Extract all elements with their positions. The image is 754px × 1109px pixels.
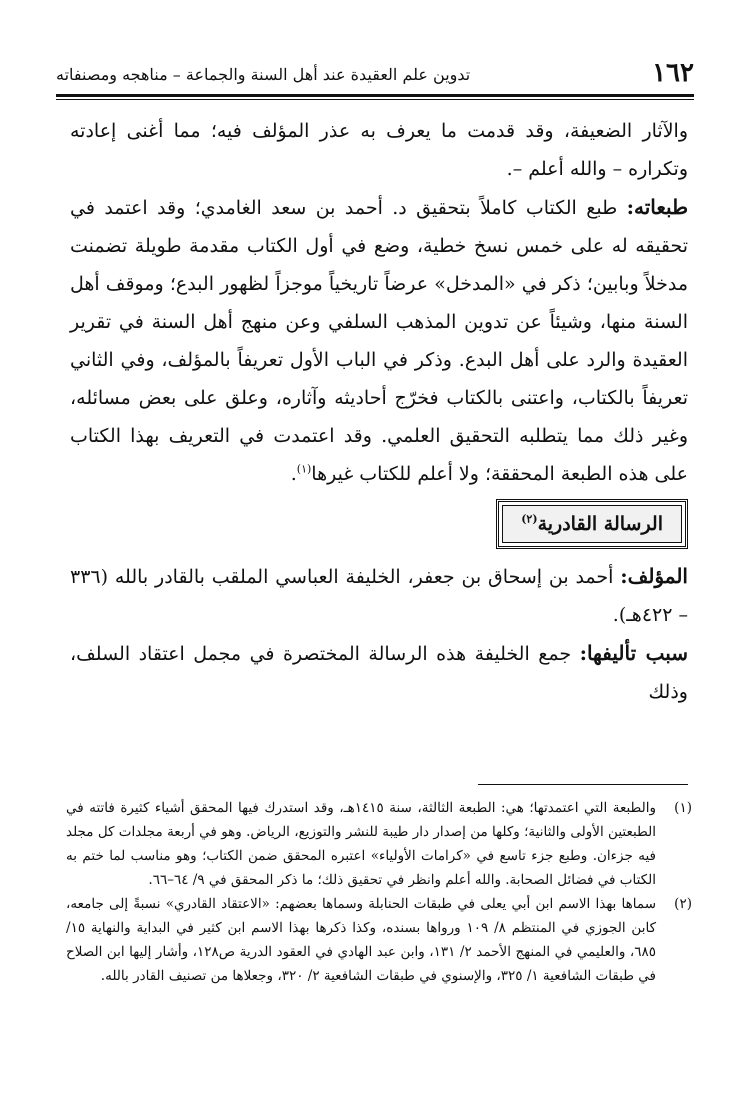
footnotes xyxy=(66,796,692,988)
section-heading xyxy=(502,505,682,543)
paragraph-continuation: والآثار الضعيفة، وقد قدمت ما يعرف به عذر المؤلف فيه؛ مما أغنى إعادته وتكراره – والله أعلم –. xyxy=(70,120,688,180)
running-title: تدوين علم العقيدة عند أهل السنة والجماعة – مناهجه ومصنفاته xyxy=(56,65,471,84)
header-rule-thin xyxy=(56,99,694,100)
paragraph-editions xyxy=(70,188,688,493)
editions-text: طبع الكتاب كاملاً بتحقيق د. أحمد بن سعد الغامدي؛ وقد اعتمد في تحقيقه له على خمس نسخ خطية، وضع في أول الكتاب مقدمة طويلة تضمنت مدخلاً وبابين؛ ذكر في «المدخل» عرضاً تاريخياً موجزاً لظهور البدع؛ وموقف أهل السنة منها، وشيئاً عن تدوين المذهب السلفي وعن منهج أهل السنة في تقرير العقيدة والرد على أهل البدع. وذكر في الباب الأول تعريفاً بالمؤلف، وفي الثاني تعريفاً بالكتاب، واعتنى بالكتاب فخرّج أحاديثه وآثاره، وعلق على بعض مسائله، وغير ذلك مما يتطلبه التحقيق العلمي. وقد اعتمدت في التعريف بهذا الكتاب على هذه الطبعة المحققة؛ ولا أعلم للكتاب غيرها xyxy=(70,197,688,485)
author-text: أحمد بن إسحاق بن جعفر، الخليفة العباسي الملقب بالقادر بالله (٣٣٦ – ٤٢٢هـ). xyxy=(70,566,688,626)
footnote-ref-1: (١) xyxy=(296,462,312,476)
section-heading-box xyxy=(496,499,688,549)
footnote-number: (١) xyxy=(674,800,692,816)
editions-label: طبعاته: xyxy=(626,195,688,219)
footnote-text: سماها بهذا الاسم ابن أبي يعلى في طبقات الحنابلة وسماها بعضهم: «الاعتقاد القادري» نسبةً إلى جامعه، كابن الجوزي في المنتظم ٨/ ١٠٩ ورواها بسنده، وكذا ذكرها بهذا الاسم ابن كثير في البداية والنهاية ١٥/ ٦٨٥، والعليمي في المنهج الأحمد ٢/ ١٣١، وابن عبد الهادي في العقود الدرية ص١٢٨، وأشار إليها ابن الصلاح في طبقات الشافعية ١/ ٣٢٥، والإسنوي في طبقات الشافعية ٢/ ٣٢٠، وجعلاها من تصنيف القادر بالله. xyxy=(66,896,657,984)
page-header xyxy=(56,58,694,92)
header-rule xyxy=(56,94,694,97)
editions-end: . xyxy=(290,463,297,485)
author-label: المؤلف: xyxy=(620,564,688,588)
footnote xyxy=(66,892,692,988)
main-text xyxy=(70,112,688,711)
reason-text: جمع الخليفة هذه الرسالة المختصرة في مجمل اعتقاد السلف، وذلك xyxy=(70,643,688,703)
reason-label: سبب تأليفها: xyxy=(579,641,689,665)
page-number: ١٦٢ xyxy=(652,58,694,88)
section-title: الرسالة القادرية xyxy=(537,513,663,535)
footnote-text: والطبعة التي اعتمدتها؛ هي: الطبعة الثالثة، سنة ١٤١٥هـ، وقد استدرك فيها المحقق أشياء كثيرة فاتته في الطبعتين الأولى والثانية؛ وكلها من إصدار دار طيبة للنشر والتوزيع، الرياض. وهو في أربعة مجلدات كل مجلد فيه جزءان. وطبع جزء تاسع في «كرامات الأولياء» اعتبره المحقق ضمن الكتاب؛ وهو مناسب لما ختم به الكتاب في فضائل الصحابة. والله أعلم وانظر في تحقيق ذلك؛ ما ذكر المحقق في ٩/ ٦٤–٦٦. xyxy=(66,800,656,888)
paragraph-author xyxy=(70,557,688,634)
footnote-ref-2: (٢) xyxy=(521,512,538,526)
paragraph-reason xyxy=(70,634,688,711)
footnote xyxy=(66,796,692,892)
footnote-number: (٢) xyxy=(674,896,692,912)
footnote-separator xyxy=(478,784,688,785)
